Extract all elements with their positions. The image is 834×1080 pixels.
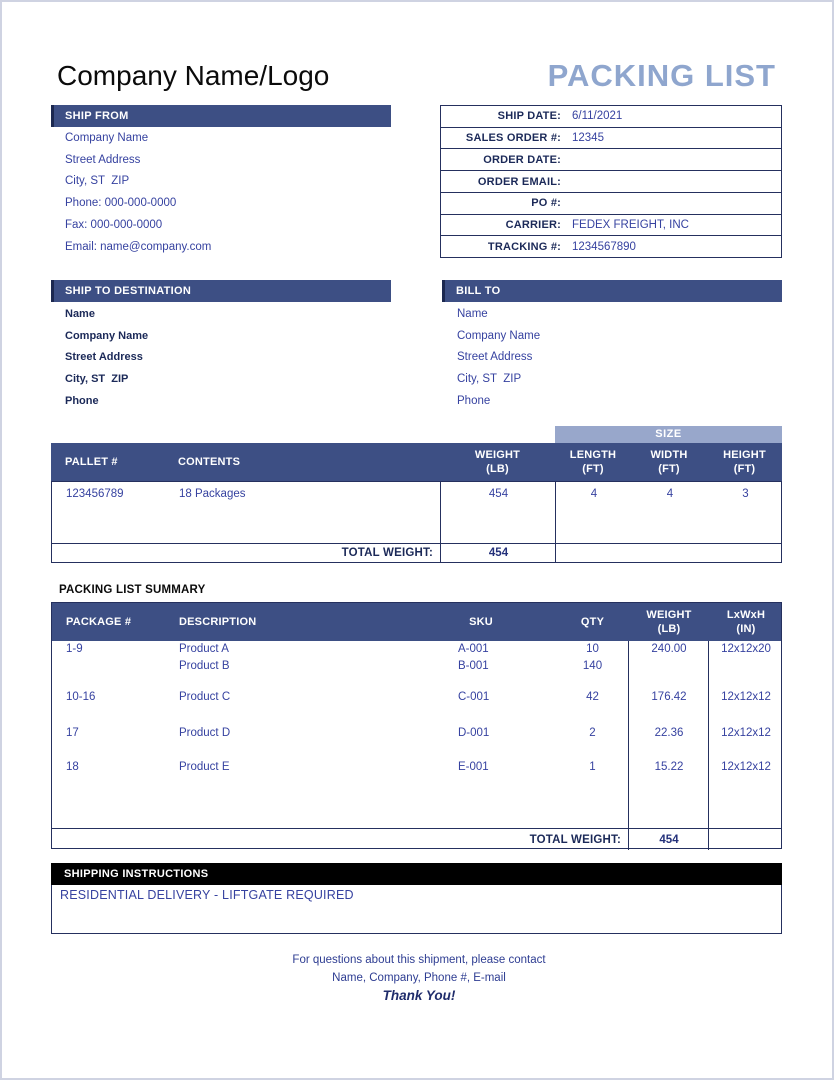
col-height-line1: HEIGHT (723, 449, 766, 461)
ship-from-street: Street Address (65, 153, 141, 166)
col-pallet: PALLET # (65, 456, 118, 468)
weight-cell: 22.36 (654, 727, 684, 739)
col-qty: QTY (580, 616, 605, 628)
col-height-line2: (FT) (733, 463, 756, 475)
summary-row (52, 761, 781, 778)
pallet-table (51, 426, 782, 563)
col-package: PACKAGE # (66, 616, 132, 628)
info-label: SALES ORDER #: (465, 132, 561, 145)
footer-thank-you: Thank You! (382, 988, 456, 1003)
info-value: 12345 (572, 132, 604, 145)
sku-cell: A-001 (458, 643, 489, 655)
shipping-instructions-header: SHIPPING INSTRUCTIONS (51, 863, 782, 885)
ship-to-city: City, ST ZIP (65, 373, 129, 386)
sku-cell: C-001 (458, 691, 490, 703)
shipping-instructions-text: RESIDENTIAL DELIVERY - LIFTGATE REQUIRED (60, 888, 354, 902)
qty-cell: 140 (582, 660, 603, 672)
info-label: ORDER DATE: (483, 153, 561, 166)
col-contents: CONTENTS (178, 456, 241, 468)
summary-row (52, 727, 781, 744)
sku-cell: D-001 (458, 727, 490, 739)
package-cell: 17 (66, 727, 79, 739)
size-group-header: SIZE (555, 426, 782, 443)
col-width (631, 443, 707, 476)
info-label: ORDER EMAIL: (477, 175, 561, 188)
package-cell: 18 (66, 761, 79, 773)
pallet-total-value: 454 (488, 547, 509, 559)
summary-title: PACKING LIST SUMMARY (59, 584, 206, 596)
shipment-info-table (440, 105, 782, 258)
bill-to-street: Street Address (457, 351, 533, 364)
contents-cell: 18 Packages (179, 488, 246, 500)
summary-row (52, 691, 781, 708)
shipping-instructions-box (51, 885, 782, 934)
info-value: 6/11/2021 (572, 110, 623, 123)
col-length-line2: (FT) (582, 463, 604, 475)
col-width-line1: WIDTH (650, 449, 688, 461)
ship-to-name: Name (65, 307, 95, 320)
pallet-table-header-row (51, 443, 782, 481)
weight-cell: 454 (488, 488, 509, 500)
bill-to-company: Company Name (457, 329, 541, 342)
summary-table (51, 602, 782, 849)
bill-to-address-block (457, 303, 540, 412)
footer-contact-details: Name, Company, Phone #, E-mail (332, 972, 506, 984)
ship-to-address-block (65, 303, 148, 412)
page-title: PACKING LIST (547, 58, 776, 93)
info-value: 1234567890 (572, 240, 636, 253)
pallet-table-body (51, 481, 782, 563)
qty-cell: 10 (586, 643, 599, 655)
col-length-line1: LENGTH (569, 449, 617, 461)
description-cell: Product D (179, 727, 231, 739)
info-row-order-date (441, 149, 781, 171)
ship-from-fax: Fax: 000-000-0000 (65, 219, 163, 232)
info-row-order-email (441, 171, 781, 193)
col-weight-line1: WEIGHT (474, 449, 521, 461)
weight-cell: 15.22 (654, 761, 684, 773)
height-cell: 3 (742, 488, 749, 500)
ship-from-section-header: SHIP FROM (51, 105, 391, 127)
company-logo-text: Company Name/Logo (57, 60, 330, 91)
info-label: SHIP DATE: (497, 110, 561, 123)
col-dims-line1: LxWxH (726, 609, 766, 621)
col-description: DESCRIPTION (179, 616, 257, 628)
bill-to-section-header: BILL TO (442, 280, 782, 302)
col-weight (440, 443, 555, 476)
ship-from-city: City, ST ZIP (65, 175, 130, 188)
weight-cell: 176.42 (651, 691, 687, 703)
info-value: FEDEX FREIGHT, INC (572, 218, 689, 231)
ship-from-address-block (65, 127, 211, 258)
info-row-carrier (441, 215, 781, 237)
col-width-line2: (FT) (658, 463, 680, 475)
ship-from-phone: Phone: 000-000-0000 (65, 197, 177, 210)
qty-cell: 2 (589, 727, 596, 739)
col-sum-weight (629, 603, 709, 636)
col-height (707, 443, 782, 476)
col-dims-line2: (IN) (736, 623, 756, 635)
bill-to-name: Name (457, 307, 488, 320)
ship-from-company: Company Name (65, 131, 149, 144)
package-cell: 1-9 (66, 643, 83, 655)
bill-to-city: City, ST ZIP (457, 373, 522, 386)
col-dims (709, 603, 783, 636)
col-sum-weight-line1: WEIGHT (646, 609, 692, 621)
length-cell: 4 (590, 488, 598, 500)
pallet-number-cell: 123456789 (66, 488, 124, 500)
weight-cell: 240.00 (651, 643, 687, 655)
qty-cell: 1 (589, 761, 596, 773)
col-length (555, 443, 631, 476)
ship-to-company: Company Name (65, 329, 149, 342)
info-label: TRACKING #: (487, 240, 561, 253)
summary-total-label: TOTAL WEIGHT: (529, 834, 621, 846)
col-sku: SKU (469, 616, 493, 628)
col-sum-weight-line2: (LB) (657, 623, 681, 635)
sku-cell: E-001 (458, 761, 489, 773)
description-cell: Product C (179, 691, 231, 703)
info-row-sales-order (441, 128, 781, 150)
bill-to-phone: Phone (457, 395, 491, 408)
footer-contact-line: For questions about this shipment, please contact (292, 954, 546, 966)
dims-cell: 12x12x12 (721, 761, 771, 773)
description-cell: Product E (179, 761, 230, 773)
summary-row (52, 660, 781, 677)
ship-to-street: Street Address (65, 351, 143, 364)
width-cell: 4 (666, 488, 674, 500)
qty-cell: 42 (586, 691, 599, 703)
summary-header-row (52, 603, 781, 641)
info-row-tracking (441, 236, 781, 257)
dims-cell: 12x12x20 (721, 643, 771, 655)
info-row-po (441, 193, 781, 215)
ship-from-email: Email: name@company.com (65, 240, 212, 253)
description-cell: Product A (179, 643, 229, 655)
col-weight-line2: (LB) (486, 463, 509, 475)
ship-to-phone: Phone (65, 395, 99, 408)
dims-cell: 12x12x12 (721, 691, 771, 703)
summary-row (52, 643, 781, 660)
package-cell: 10-16 (66, 691, 96, 703)
sku-cell: B-001 (458, 660, 489, 672)
description-cell: Product B (179, 660, 230, 672)
info-label: PO #: (531, 197, 561, 210)
info-label: CARRIER: (505, 218, 561, 231)
summary-total-value: 454 (659, 834, 679, 846)
info-row-ship-date (441, 106, 781, 128)
ship-to-section-header: SHIP TO DESTINATION (51, 280, 391, 302)
dims-cell: 12x12x12 (721, 727, 771, 739)
pallet-total-label: TOTAL WEIGHT: (341, 547, 433, 559)
